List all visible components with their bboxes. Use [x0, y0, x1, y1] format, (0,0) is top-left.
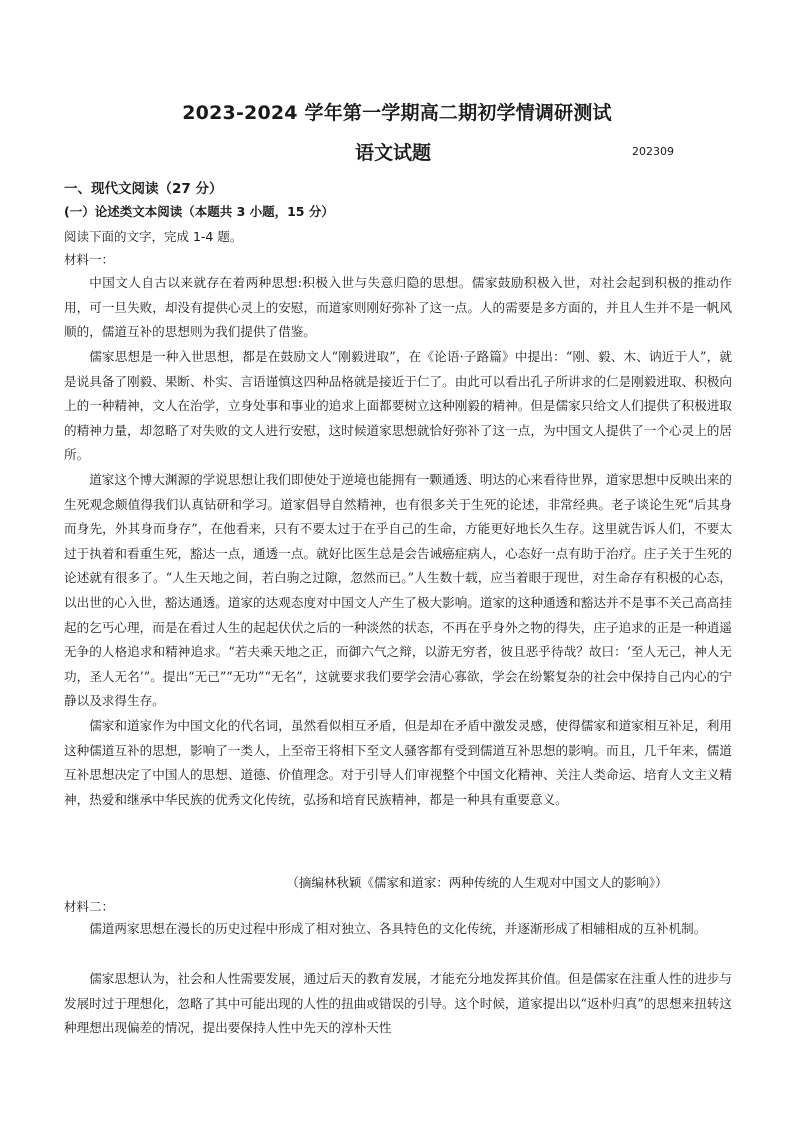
instruction-text: 阅读下面的文字，完成 1-4 题。	[64, 229, 243, 244]
material-two-paragraph: 儒道两家思想在漫长的历史过程中形成了相对独立、各具特色的文化传统，并逐渐形成了相辅相成的互补机制。	[89, 921, 707, 936]
exam-code: 202309	[632, 145, 674, 158]
source-citation: （摘编林秋颖《儒家和道家：两种传统的人生观对中国文人的影响》）	[286, 875, 668, 890]
section-heading: 一、现代文阅读（27 分）	[64, 181, 223, 197]
material-one-paragraph: 儒家和道家作为中国文化的代名词，虽然看似相互矛盾，但是却在矛盾中激发灵感，使得儒家和道家相互补足，利用这种儒道互补的思想，影响了一类人，上至帝王将相下至文人骚客都有受到儒道互补思想的影响。而且，几千年来，儒道互补思想决定了中国人的思想、道德、价值理念。对于引导人们审视整个中国文化精神、关注人类命运、培育人文主义精神，热爱和继承中华民族的优秀文化传统，弘扬和培育民族精神，都是一种具有重要意义。	[64, 718, 732, 807]
material-two-paragraph: 儒家思想认为，社会和人性需要发展，通过后天的教育发展，才能充分地发挥其价值。但是儒家在注重人性的进步与发展时过于理想化，忽略了其中可能出现的人性的扭曲或错误的引导。这个时候，道家提出以“返朴归真”的思想来扭转这种理想出现偏差的情况，提出要保持人性中先天的淳朴天性	[64, 971, 732, 1036]
material-one-paragraph: 道家这个博大渊源的学说思想让我们即使处于逆境也能拥有一颗通透、明达的心来看待世界，道家思想中反映出来的生死观念颇值得我们认真钻研和学习。道家倡导自然精神，也有很多关于生死的论述，非常经典。老子谈论生死“后其身而身先，外其身而身存”，在他看来，只有不要太过于在乎自己的生命，方能更好地长久生存。这里就告诉人们，不要太过于执着和看重生死，豁达一点，通透一点。就好比医生总是会告诫癌症病人，心态好一点有助于治疗。庄子关于生死的论述就有很多了。“人生天地之间，若白驹之过隙，忽然而已。”人生数十载，应当着眼于现世，对生命存有积极的心态，以出世的心入世，豁达通透。道家的达观态度对中国文人产生了极大影响。道家的这种通透和豁达并不是事不关己高高挂起的乞丐心理，而是在看过人生的起起伏伏之后的一种淡然的状态，不再在乎身外之物的得失，庄子追求的正是一种逍遥无争的人格追求和精神追求。“若夫乘天地之正，而御六气之辩，以游无穷者，彼且恶乎待哉？故曰：‘至人无己，神人无功，圣人无名’”。提出“无己”“无功”“无名”，这就要求我们要学会清心寡欲，学会在纷繁复杂的社会中保持自己内心的宁静以及求得生存。	[64, 472, 732, 709]
material-one-paragraph: 儒家思想是一种入世思想，都是在鼓励文人“刚毅进取”，在《论语·子路篇》中提出：“刚、毅、木、讷近于人”，就是说具备了刚毅、果断、朴实、言语谨慎这四种品格就是接近于仁了。由此可以看出孔子所讲求的仁是刚毅进取、积极向上的一种精神，文人在治学，立身处事和事业的追求上面都要树立这种刚毅的精神。但是儒家只给文人们提供了积极进取的精神力量，却忽略了对失败的文人进行安慰，这时候道家思想就恰好弥补了这一点，为中国文人提供了一个心灵上的居所。	[64, 349, 732, 463]
material-one-paragraph: 中国文人自古以来就存在着两种思想:积极入世与失意归隐的思想。儒家鼓励积极入世，对社会起到积极的推动作用，可一旦失败，却没有提供心灵上的安慰，而道家则刚好弥补了这一点。人的需要是多方面的，并且人生并不是一帆风顺的，儒道互补的思想则为我们提供了借鉴。	[64, 275, 732, 340]
subsection-heading: (一）论述类文本阅读（本题共 3 小题，15 分）	[64, 204, 334, 219]
exam-subtitle: 语文试题	[355, 142, 432, 164]
exam-title: 2023-2024 学年第一学期高二期初学情调研测试	[182, 102, 612, 124]
material-one-label: 材料一：	[64, 252, 115, 267]
material-two-label: 材料二：	[64, 899, 115, 914]
